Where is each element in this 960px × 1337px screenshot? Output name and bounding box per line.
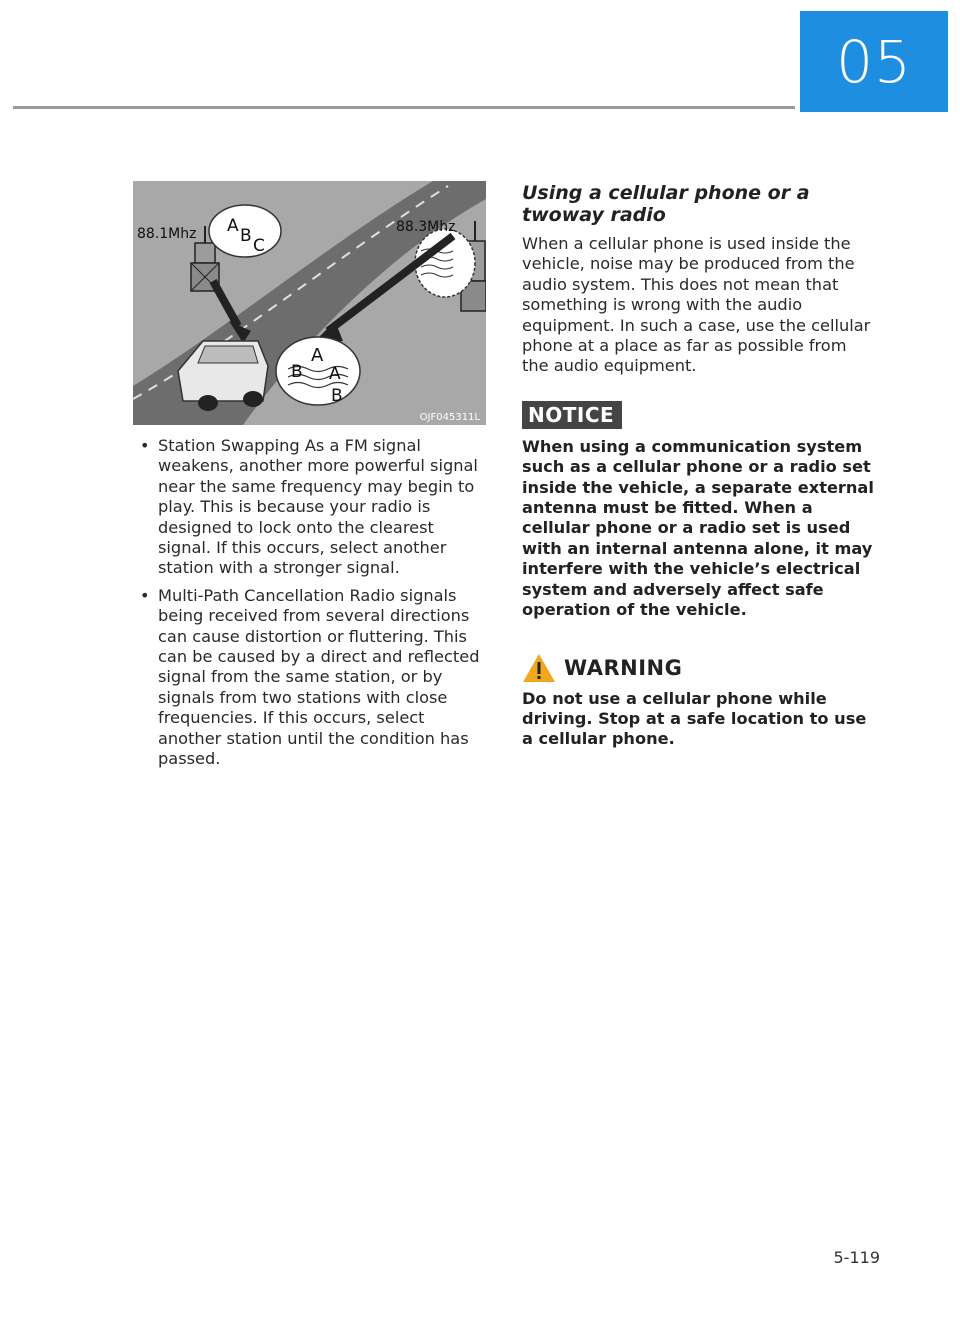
bubble-left-a: A [227, 216, 239, 236]
warning-label: WARNING [564, 655, 683, 680]
bubble-left-c: C [253, 236, 265, 256]
section-heading: Using a cellular phone or a twoway radio [522, 182, 810, 226]
notice-text: When using a communication system such as a cellular phone or a radio set inside the vehicle, a separate external antenna must be fitted. When a cellular phone or a radio set is used with an internal antenna alone, it may interfere with the vehicle’s electrical system and adversely affect safe operation of the vehicle. [522, 436, 874, 620]
header-rule [13, 106, 795, 109]
notice-badge: NOTICE [522, 401, 622, 429]
chapter-tab: 05 [800, 11, 948, 112]
notice-block [522, 399, 874, 621]
warning-triangle-icon [522, 653, 556, 683]
bullet-multi-path: • Multi-Path Cancellation Radio signals being received from several directions can cause distortion or fluttering. This can be caused by a direct and reflected signal from the same station, or by signals from two stations with close frequencies. If this occurs, select another station until the condition has passed. [138, 586, 490, 770]
figure-code: OJF045311L [419, 412, 480, 423]
bubble-car-a2: A [329, 364, 341, 384]
figure-illustration [133, 181, 486, 425]
freq-right-label: 88.3Mhz [396, 219, 456, 235]
bubble-car-b2: B [331, 386, 343, 406]
freq-left-label: 88.1Mhz [137, 226, 197, 242]
section-body: When a cellular phone is used inside the vehicle, noise may be produced from the audio system. This does not mean that something is wrong with the audio equipment. In such a case, use the cellular phone at a place as far as possible from the audio equipment. [522, 234, 871, 376]
page-number: 5-119 [833, 1248, 880, 1267]
bubble-car-a: A [311, 345, 324, 366]
warning-text: Do not use a cellular phone while driving. Stop at a safe location to use a cellular phone. [522, 688, 867, 749]
warning-header [522, 653, 874, 683]
bubble-car-b1: B [291, 362, 303, 382]
radio-reception-figure [133, 181, 486, 425]
left-column [138, 436, 490, 777]
bullet-station-swapping: • Station Swapping As a FM signal weakens, another more powerful signal near the same frequency may begin to play. This is because your radio is designed to lock onto the clearest signal. If this occurs, select another station with a stronger signal. [138, 436, 490, 579]
right-column [522, 182, 874, 750]
bubble-left-b: B [240, 226, 252, 246]
warning-block [522, 653, 874, 750]
